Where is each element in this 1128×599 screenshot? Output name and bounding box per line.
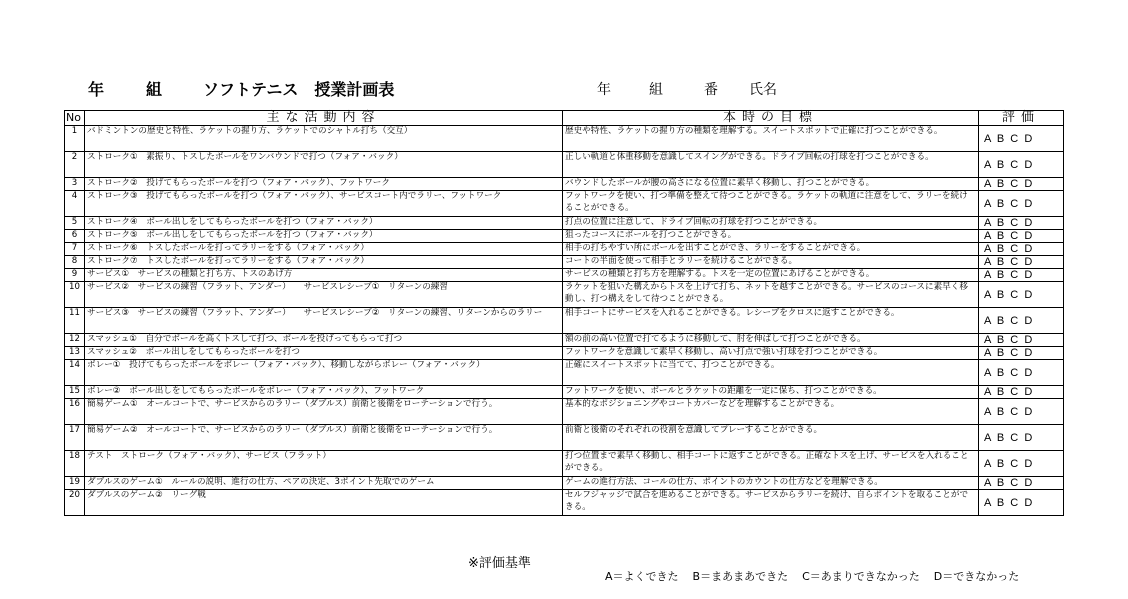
- table-row: [65, 425, 1064, 451]
- row-number: 11: [65, 308, 85, 334]
- row-number: 18: [65, 451, 85, 477]
- row-number: 16: [65, 399, 85, 425]
- row-number: 7: [65, 243, 85, 256]
- row-evaluation: A B C D: [979, 490, 1064, 516]
- row-goal: サービスの種類と打ち方を理解する。トスを一定の位置にあげることができる。: [563, 269, 979, 282]
- row-goal: 正確にスイートスポットに当てて、打つことができる。: [563, 360, 979, 386]
- row-goal: 基本的なポジショニングやコートカバーなどを理解することができる。: [563, 399, 979, 425]
- row-activity: スマッシュ② ボール出しをしてもらったボールを打つ: [85, 347, 563, 360]
- row-number: 10: [65, 282, 85, 308]
- row-evaluation: A B C D: [979, 230, 1064, 243]
- table-row: [65, 230, 1064, 243]
- row-activity: ストローク③ 投げてもらったボールを打つ（フォア・バック）、サービスコート内でラリー、フットワーク: [85, 191, 563, 217]
- table-body: [65, 126, 1064, 516]
- row-activity: スマッシュ① 自分でボールを高くトスして打つ、ボールを投げってもらって打つ: [85, 334, 563, 347]
- table-row: [65, 399, 1064, 425]
- table-row: [65, 178, 1064, 191]
- row-number: 19: [65, 477, 85, 490]
- table-row: [65, 347, 1064, 360]
- row-activity: ボレー① 投げてもらったボールをボレー（フォア・バック）、移動しながらボレー（フォア・バック）: [85, 360, 563, 386]
- criteria-c: C＝あまりできなかった: [802, 570, 920, 583]
- table-row: [65, 334, 1064, 347]
- row-number: 20: [65, 490, 85, 516]
- student-class-label: 組: [649, 82, 663, 98]
- row-activity: ストローク⑥ トスしたボールを打ってラリーをする（フォア・バック）: [85, 243, 563, 256]
- row-activity: テスト ストローク（フォア・バック）、サービス（フラット）: [85, 451, 563, 477]
- row-goal: フットワークを使い、打つ準備を整えて待つことができる。ラケットの軌道に注意をして、ラリーを続けることができる。: [563, 191, 979, 217]
- row-evaluation: A B C D: [979, 451, 1064, 477]
- row-evaluation: A B C D: [979, 217, 1064, 230]
- row-number: 2: [65, 152, 85, 178]
- row-activity: ストローク④ ボール出しをしてもらったボールを打つ（フォア・バック）: [85, 217, 563, 230]
- table-row: [65, 217, 1064, 230]
- table-row: [65, 126, 1064, 152]
- row-goal: フットワークを使い、ボールとラケットの距離を一定に保ち、打つことができる。: [563, 386, 979, 399]
- row-goal: フットワークを意識して素早く移動し、高い打点で強い打球を打つことができる。: [563, 347, 979, 360]
- row-number: 4: [65, 191, 85, 217]
- row-activity: サービス③ サービスの練習（フラット、アンダー） サービスレシーブ② リターンの練習、リターンからのラリー: [85, 308, 563, 334]
- row-evaluation: A B C D: [979, 347, 1064, 360]
- row-number: 15: [65, 386, 85, 399]
- table-row: [65, 152, 1064, 178]
- table-row: [65, 269, 1064, 282]
- criteria-a: A＝よくできた: [605, 570, 679, 583]
- row-evaluation: A B C D: [979, 477, 1064, 490]
- row-evaluation: A B C D: [979, 425, 1064, 451]
- row-evaluation: A B C D: [979, 256, 1064, 269]
- row-number: 1: [65, 126, 85, 152]
- row-evaluation: A B C D: [979, 152, 1064, 178]
- criteria-label: ※評価基準: [468, 556, 531, 571]
- header-no: No: [65, 111, 85, 126]
- title-year-label: 年: [88, 80, 105, 99]
- row-activity: ストローク⑦ トスしたボールを打ってラリーをする（フォア・バック）: [85, 256, 563, 269]
- row-evaluation: A B C D: [979, 399, 1064, 425]
- row-goal: 前衛と後衛のそれぞれの役割を意識してプレーすることができる。: [563, 425, 979, 451]
- row-activity: ストローク⑤ ボール出しをしてもらったボールを打つ（フォア・バック）: [85, 230, 563, 243]
- table-row: [65, 256, 1064, 269]
- row-evaluation: A B C D: [979, 334, 1064, 347]
- header-activities: 主な活動内容: [85, 111, 563, 126]
- row-evaluation: A B C D: [979, 282, 1064, 308]
- row-goal: 正しい軌道と体重移動を意識してスイングができる。ドライブ回転の打球を打つことができる。: [563, 152, 979, 178]
- student-name-label: 氏名: [749, 82, 777, 98]
- row-goal: 狙ったコースにボールを打つことができる。: [563, 230, 979, 243]
- table-row: [65, 490, 1064, 516]
- row-goal: 相手コートにサービスを入れることができる。レシーブをクロスに返すことができる。: [563, 308, 979, 334]
- row-activity: ストローク① 素振り、トスしたボールをワンバウンドで打つ（フォア・バック）: [85, 152, 563, 178]
- table-header-row: [65, 111, 1064, 126]
- row-number: 14: [65, 360, 85, 386]
- table-row: [65, 386, 1064, 399]
- row-activity: サービス① サービスの種類と打ち方、トスのあげ方: [85, 269, 563, 282]
- row-evaluation: A B C D: [979, 191, 1064, 217]
- row-goal: 額の前の高い位置で打てるように移動して、肘を伸ばして打つことができる。: [563, 334, 979, 347]
- page-title: ソフトテニス 授業計画表: [203, 80, 395, 99]
- row-activity: サービス② サービスの練習（フラット、アンダー） サービスレシーブ① リターンの練習: [85, 282, 563, 308]
- row-goal: ゲームの進行方法、コールの仕方、ポイントのカウントの仕方などを理解できる。: [563, 477, 979, 490]
- table-row: [65, 477, 1064, 490]
- row-activity: ダブルスのゲーム② リーグ戦: [85, 490, 563, 516]
- row-number: 13: [65, 347, 85, 360]
- row-evaluation: A B C D: [979, 308, 1064, 334]
- table-row: [65, 191, 1064, 217]
- row-goal: 打つ位置まで素早く移動し、相手コートに返すことができる。正確なトスを上げ、サービスを入れることができる。: [563, 451, 979, 477]
- criteria-b: B＝まあまあできた: [692, 570, 789, 583]
- criteria-d: D＝できなかった: [933, 570, 1020, 583]
- row-activity: ストローク② 投げてもらったボールを打つ（フォア・バック）、フットワーク: [85, 178, 563, 191]
- table-row: [65, 360, 1064, 386]
- row-evaluation: A B C D: [979, 269, 1064, 282]
- row-goal: セルフジャッジで試合を進めることができる。サービスからラリーを続け、自らポイントを取ることができる。: [563, 490, 979, 516]
- table-row: [65, 243, 1064, 256]
- row-goal: ラケットを狙いた構えからトスを上げて打ち、ネットを越すことができる。サービスのコースに素早く移動し、打つ構えをして待つことができる。: [563, 282, 979, 308]
- lesson-plan-table: [64, 110, 1064, 516]
- row-evaluation: A B C D: [979, 126, 1064, 152]
- row-evaluation: A B C D: [979, 243, 1064, 256]
- table-row: [65, 451, 1064, 477]
- row-activity: バドミントンの歴史と特性、ラケットの握り方、ラケットでのシャトル打ち（交互）: [85, 126, 563, 152]
- row-number: 3: [65, 178, 85, 191]
- row-number: 17: [65, 425, 85, 451]
- title-class-label: 組: [146, 80, 163, 99]
- row-activity: ボレー② ボール出しをしてもらったボールをボレー（フォア・バック）、フットワーク: [85, 386, 563, 399]
- row-number: 5: [65, 217, 85, 230]
- row-goal: バウンドしたボールが腰の高さになる位置に素早く移動し、打つことができる。: [563, 178, 979, 191]
- table-row: [65, 282, 1064, 308]
- student-number-label: 番: [704, 82, 718, 98]
- row-goal: 歴史や特性、ラケットの握り方の種類を理解する。スイートスポットで正確に打つことができる。: [563, 126, 979, 152]
- row-evaluation: A B C D: [979, 386, 1064, 399]
- table-row: [65, 308, 1064, 334]
- row-goal: 打点の位置に注意して、ドライブ回転の打球を打つことができる。: [563, 217, 979, 230]
- criteria-legend: [598, 555, 1019, 584]
- row-activity: 簡易ゲーム① オールコートで、サービスからのラリー（ダブルス）前衛と後衛をローテーションで行う。: [85, 399, 563, 425]
- student-year-label: 年: [597, 82, 611, 98]
- row-goal: コートの半面を使って相手とラリーを続けることができる。: [563, 256, 979, 269]
- row-goal: 相手の打ちやすい所にボールを出すことができ、ラリーをすることができる。: [563, 243, 979, 256]
- row-activity: ダブルスのゲーム① ルールの説明、進行の仕方、ペアの決定、3ポイント先取でのゲーム: [85, 477, 563, 490]
- row-number: 6: [65, 230, 85, 243]
- row-evaluation: A B C D: [979, 360, 1064, 386]
- row-number: 9: [65, 269, 85, 282]
- row-evaluation: A B C D: [979, 178, 1064, 191]
- row-activity: 簡易ゲーム② オールコートで、サービスからのラリー（ダブルス）前衛と後衛をローテーションで行う。: [85, 425, 563, 451]
- header-goals: 本時の目標: [563, 111, 979, 126]
- row-number: 8: [65, 256, 85, 269]
- row-number: 12: [65, 334, 85, 347]
- header-evaluation: 評価: [979, 111, 1064, 126]
